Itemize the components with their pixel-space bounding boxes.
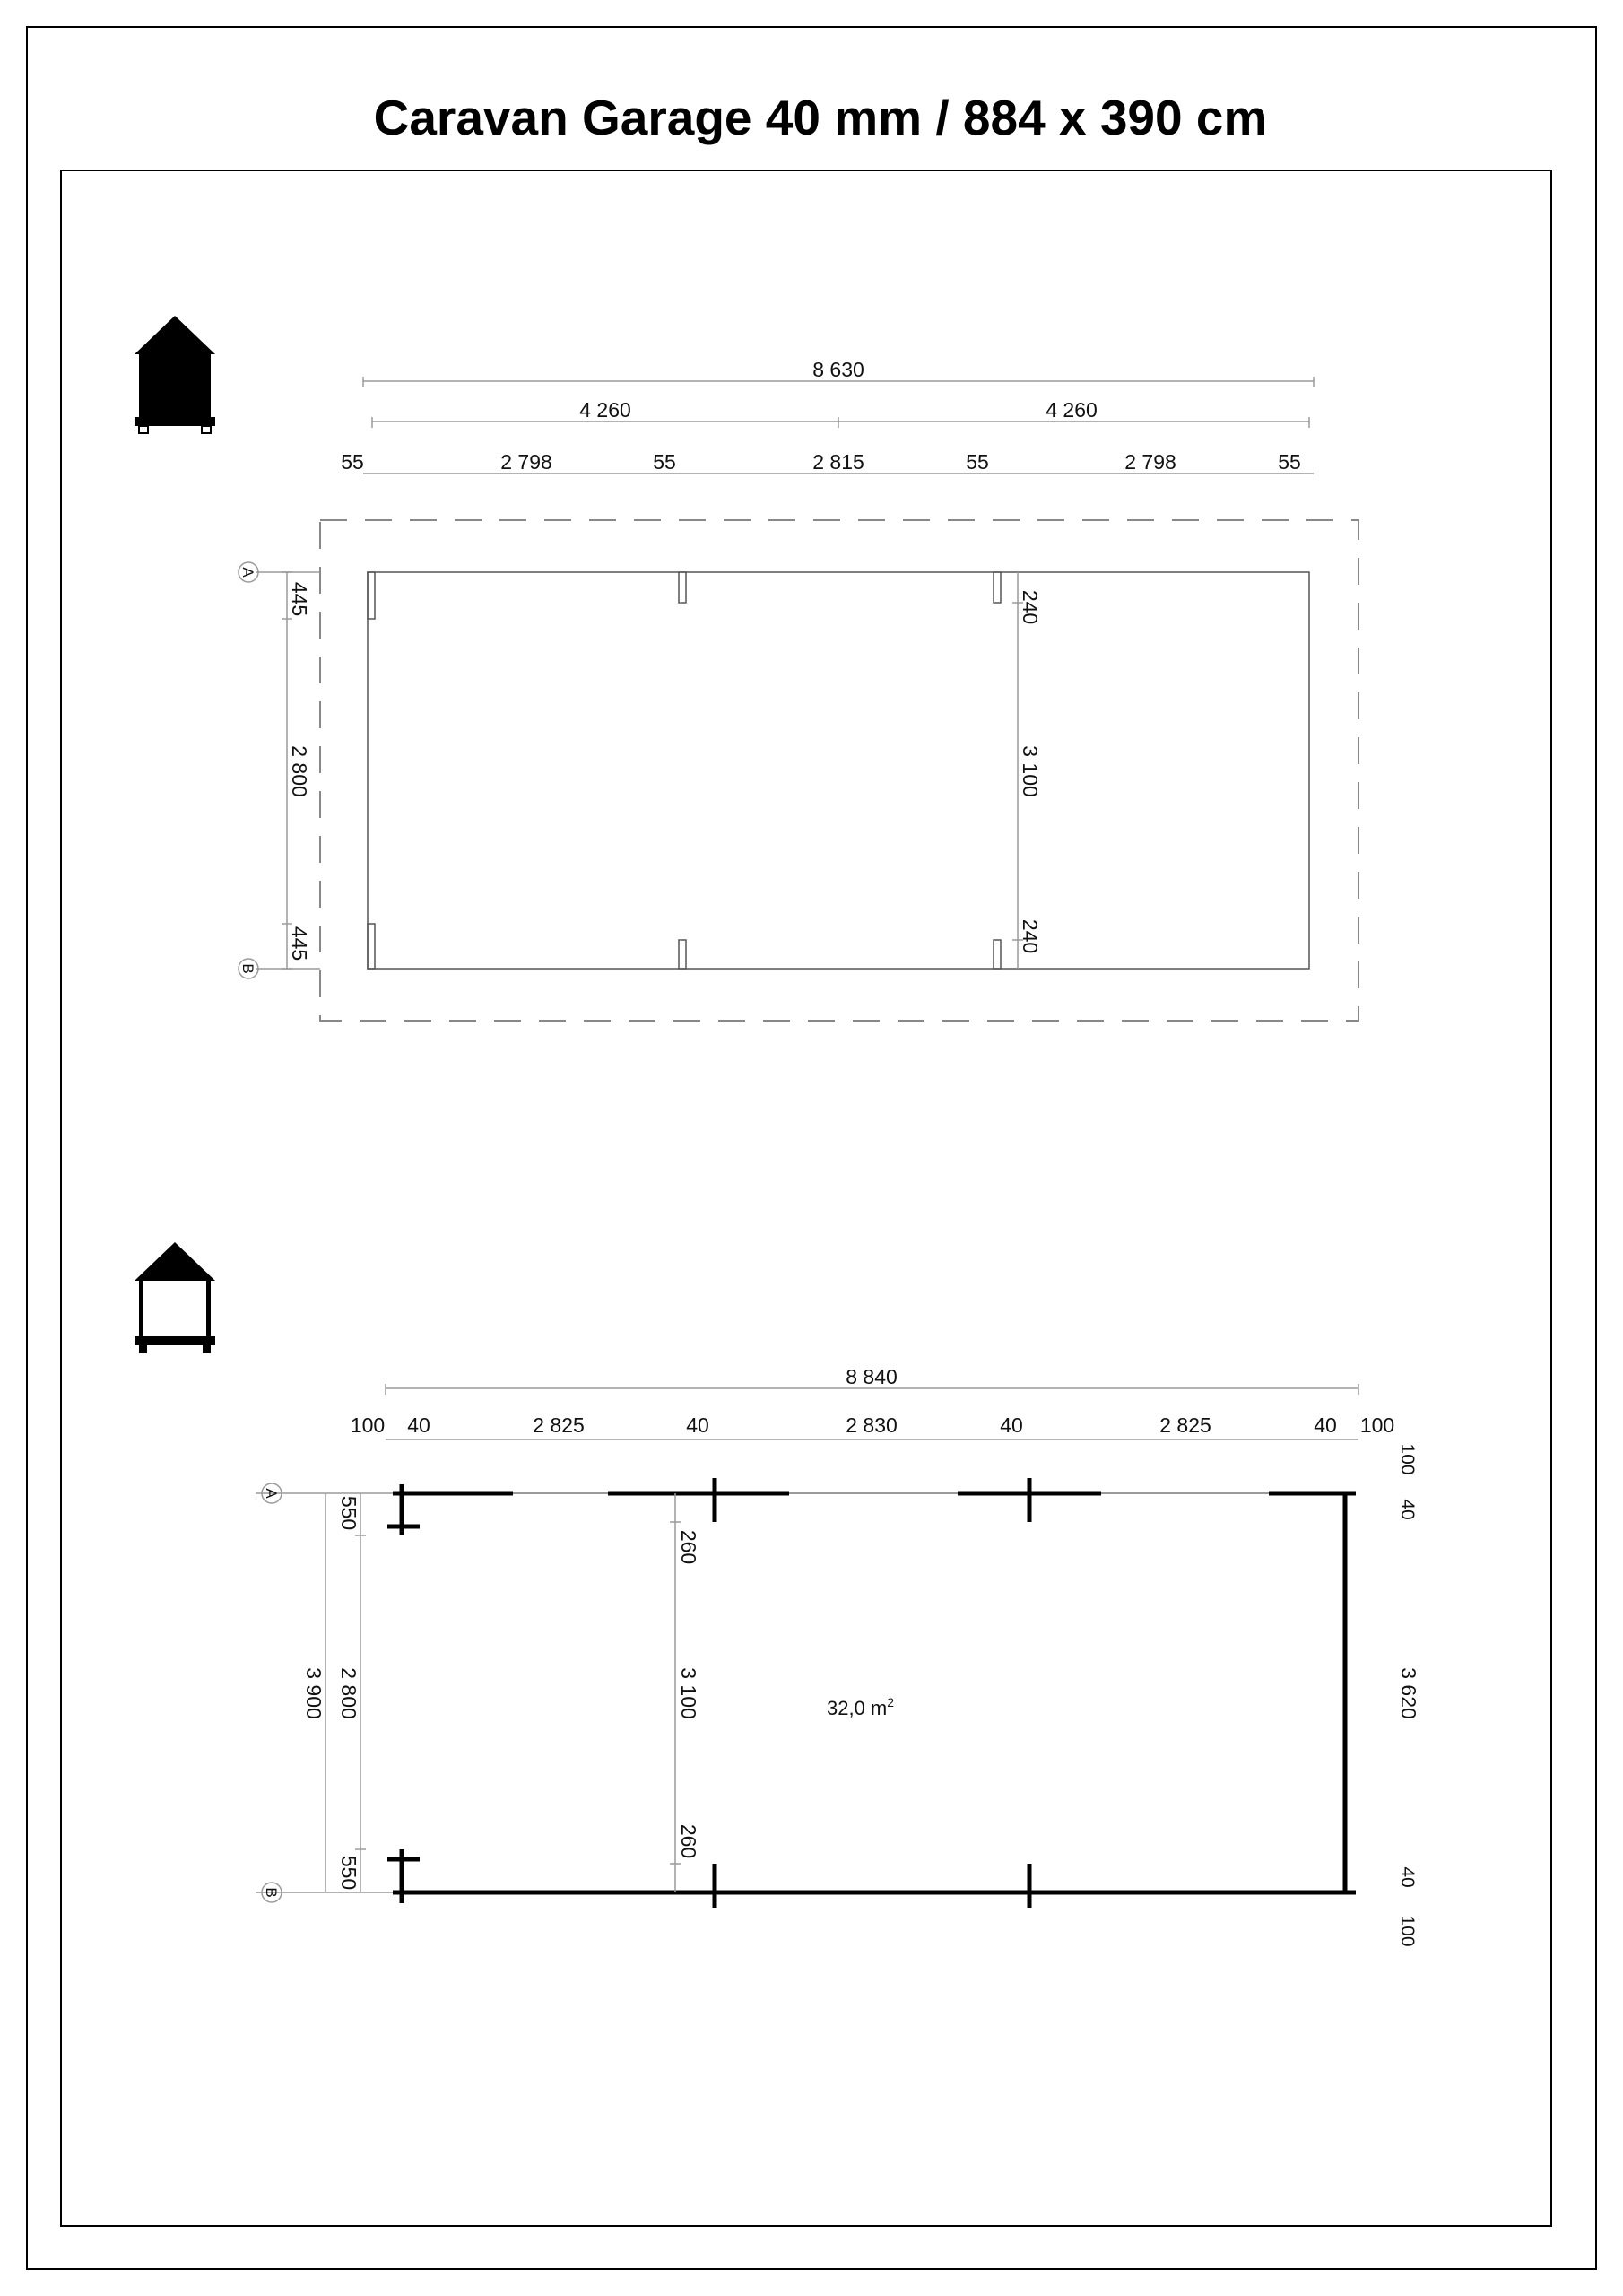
floor-view-icon [135, 1242, 215, 1353]
dim-overall-width: 8 630 [812, 358, 864, 381]
dim-overall-width: 8 840 [846, 1365, 898, 1388]
outer-border [27, 27, 1596, 2269]
dim-center-top: 260 [677, 1529, 700, 1565]
dim-right-bottom: 240 [1019, 918, 1042, 954]
dim-segment: 2 798 [1124, 450, 1176, 474]
floor-plan [256, 1365, 1420, 1947]
dim-half-right: 4 260 [1046, 398, 1098, 422]
roof-plan [239, 358, 1358, 1021]
dim-right-middle: 3 100 [1019, 745, 1042, 797]
dim-half-left: 4 260 [579, 398, 631, 422]
axis-label-a: A [263, 1488, 280, 1499]
dim-left-bottom: 445 [288, 926, 311, 961]
dim-segment: 55 [341, 450, 364, 474]
dim-segment: 2 825 [1159, 1413, 1211, 1437]
dim-right-top-outer: 100 [1397, 1443, 1418, 1475]
roof-overhang-outline [320, 520, 1358, 1021]
dim-segment: 55 [1278, 450, 1301, 474]
page-title: Caravan Garage 40 mm / 884 x 390 cm [373, 90, 1268, 145]
dim-segment: 40 [1314, 1413, 1337, 1437]
dim-segment: 40 [407, 1413, 430, 1437]
axis-label-b: B [263, 1887, 280, 1898]
dim-right-top-inner: 40 [1397, 1499, 1418, 1520]
dim-segment: 100 [350, 1413, 386, 1437]
dim-segment: 40 [686, 1413, 709, 1437]
dim-center-bottom: 260 [677, 1823, 700, 1859]
dim-left-middle: 2 800 [337, 1667, 360, 1719]
dim-left-top: 445 [288, 581, 311, 617]
dim-right-bottom-outer: 100 [1397, 1915, 1418, 1947]
dim-segment: 55 [966, 450, 989, 474]
roof-outline [368, 572, 1309, 969]
dim-segment: 2 815 [812, 450, 864, 474]
dim-left-outer: 3 900 [302, 1667, 325, 1719]
dim-segment: 55 [653, 450, 676, 474]
dim-left-middle: 2 800 [288, 745, 311, 797]
dim-left-top: 550 [337, 1495, 360, 1531]
axis-label-a: A [239, 567, 256, 578]
dim-segment: 2 798 [500, 450, 552, 474]
dim-segment: 100 [1359, 1413, 1395, 1437]
dim-center-middle: 3 100 [677, 1667, 700, 1719]
axis-label-b: B [239, 963, 256, 974]
dim-segment: 40 [1000, 1413, 1023, 1437]
inner-frame [61, 170, 1551, 2226]
dim-right-middle: 3 620 [1397, 1667, 1420, 1719]
floor-area-unit-sup: 2 [887, 1695, 895, 1709]
roof-view-icon [135, 316, 215, 433]
dim-segment: 2 825 [533, 1413, 585, 1437]
dim-right-bottom-inner: 40 [1397, 1866, 1418, 1888]
dim-right-top: 240 [1019, 589, 1042, 625]
dim-left-bottom: 550 [337, 1855, 360, 1891]
dim-segment: 2 830 [846, 1413, 898, 1437]
floor-area: 32,0 $m^2$ [827, 1695, 895, 1719]
